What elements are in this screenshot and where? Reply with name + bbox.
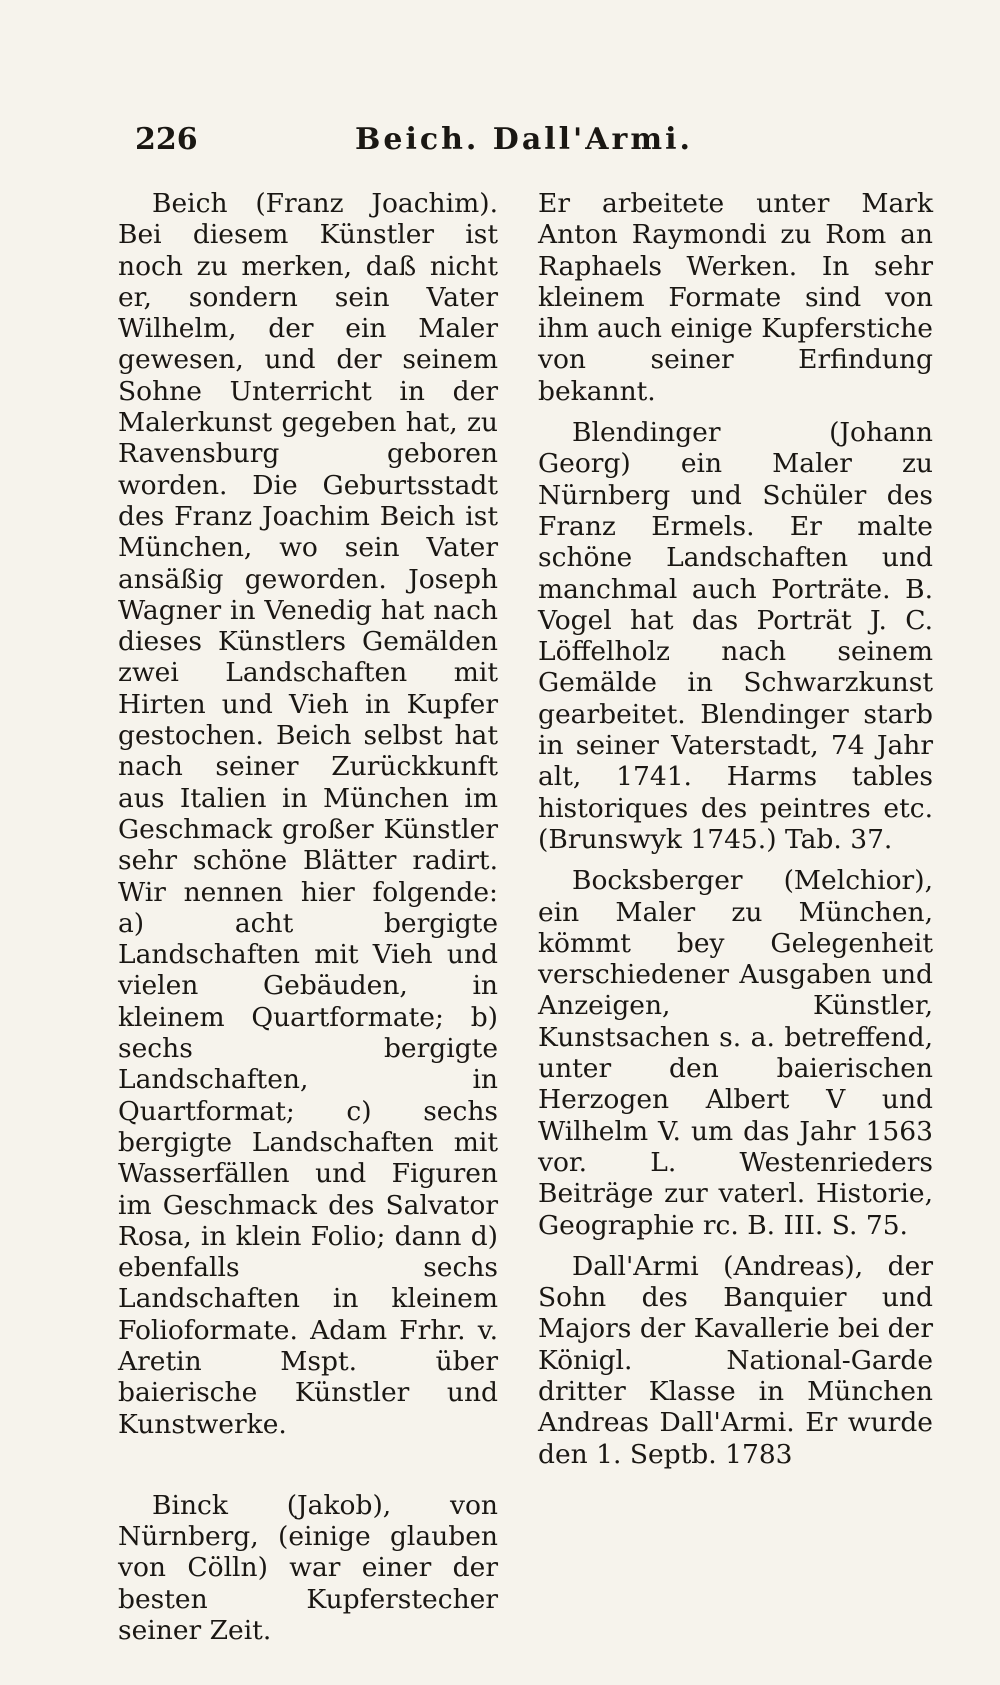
right-column (538, 188, 933, 1480)
entry-separator (118, 1450, 498, 1490)
entry-beich: Beich (Franz Joachim). Bei diesem Künstler ist noch zu merken, daß nicht er, sondern sein Vater Wilhelm, der ein Maler gewesen, und der seinem Sohne Unterricht in der Malerkunst gegeben hat, zu Ravensburg geboren worden. Die Geburtsstadt des Franz Joachim Beich ist München, wo sein Vater ansäßig geworden. Joseph Wagner in Venedig hat nach dieses Künstlers Gemälden zwei Landschaften mit Hirten und Vieh in Kupfer gestochen. Beich selbst hat nach seiner Zurückkunft aus Italien in München im Geschmack großer Künstler sehr schöne Blätter radirt. Wir nennen hier folgende: a) acht bergigte Landschaften mit Vieh und vielen Gebäuden, in kleinem Quartformate; b) sechs bergigte Landschaften, in Quartformat; c) sechs bergigte Landschaften mit Wasserfällen und Figuren im Geschmack des Salvator Rosa, in klein Folio; dann d) ebenfalls sechs Landschaften in kleinem Folioformate. Adam Frhr. v. Aretin Mspt. über baierische Künstler und Kunstwerke. (118, 188, 498, 1440)
running-title: Beich. Dall'Armi. (355, 122, 693, 157)
entry-bocksberger: Bocksberger (Melchior), ein Maler zu München, kömmt bey Gelegenheit verschiedener Ausgaben und Anzeigen, Künstler, Kunstsachen s. a. betreffend, unter den baierischen Herzogen Albert V und Wilhelm V. um das Jahr 1563 vor. L. Westenrieders Beiträge zur vaterl. Historie, Geographie rc. B. III. S. 75. (538, 865, 933, 1241)
entry-binck-continued: Er arbeitete unter Mark Anton Raymondi zu Rom an Raphaels Werken. In sehr kleinem Formate sind von ihm auch einige Kupferstiche von seiner Erfindung bekannt. (538, 188, 933, 407)
entry-binck: Binck (Jakob), von Nürnberg, (einige glauben von Cölln) war einer der besten Kupferstecher seiner Zeit. (118, 1489, 498, 1647)
entry-dallarmi: Dall'Armi (Andreas), der Sohn des Banquier und Majors der Kavallerie bei der Königl. National-Garde dritter Klasse in München Andreas Dall'Armi. Er wurde den 1. Septb. 1783 (538, 1250, 933, 1470)
page-header (125, 118, 930, 168)
page-number: 226 (135, 122, 198, 157)
entry-blendinger: Blendinger (Johann Georg) ein Maler zu Nürnberg und Schüler des Franz Ermels. Er malte schöne Landschaften und manchmal auch Porträte. B. Vogel hat das Porträt J. C. Löffelholz nach seinem Gemälde in Schwarzkunst gearbeitet. Blendinger starb in seiner Vaterstadt, 74 Jahr alt, 1741. Harms tables historiques des peintres etc. (Brunswyk 1745.) Tab. 37. (538, 417, 933, 855)
left-column (118, 188, 498, 1656)
